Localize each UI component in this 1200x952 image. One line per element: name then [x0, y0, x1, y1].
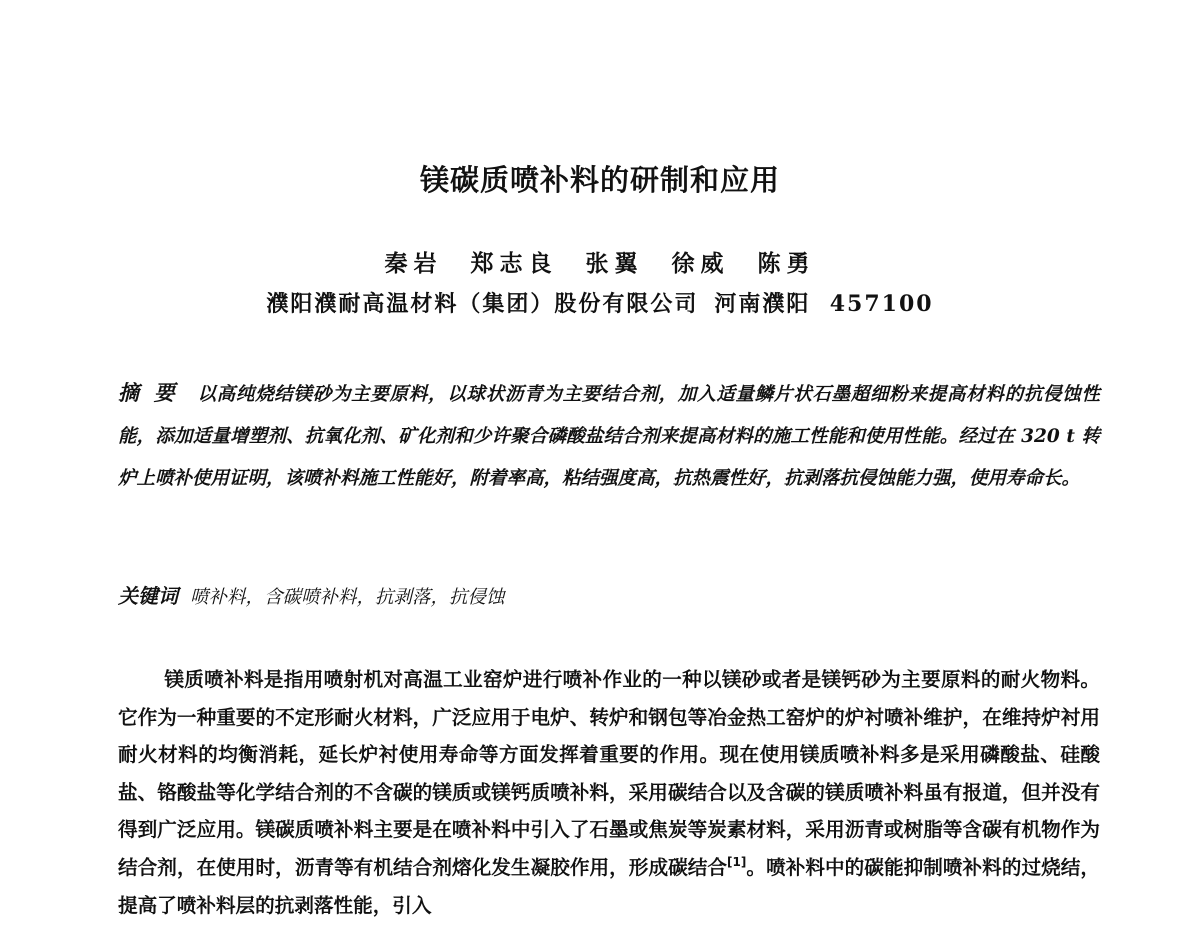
abstract [118, 372, 1100, 500]
affiliation: 濮阳濮耐高温材料（集团）股份有限公司 [266, 291, 699, 317]
abstract-text: 以高纯烧结镁砂为主要原料，以球状沥青为主要结合剂，加入适量鳞片状石墨超细粉来提高材料的抗侵蚀性能，添加适量增塑剂、抗氧化剂、矿化剂和少许聚合磷酸盐结合剂来提高材料的施工性能和使用性能。经过在 320 t 转炉上喷补使用证明，该喷补料施工性能好，附着率高，粘结强度高，抗热震性好，抗剥落抗侵蚀能力强，使用寿命长。 [118, 384, 1100, 489]
affiliation-line [0, 287, 1200, 318]
keywords-text: 喷补料，含碳喷补料，抗剥落，抗侵蚀 [190, 587, 505, 608]
keywords-label: 关键词 [118, 584, 178, 608]
postcode: 457100 [829, 291, 934, 317]
citation-ref: [1] [727, 854, 747, 869]
abstract-label: 摘要 [118, 380, 190, 405]
body-text-part-1: 镁质喷补料是指用喷射机对高温工业窑炉进行喷补作业的一种以镁砂或者是镁钙砂为主要原料的耐火物料。它作为一种重要的不定形耐火材料，广泛应用于电炉、转炉和钢包等冶金热工窑炉的炉衬喷补维护，在维持炉衬用耐火材料的均衡消耗，延长炉衬使用寿命等方面发挥着重要的作用。现在使用镁质喷补料多是采用磷酸盐、硅酸盐、铬酸盐等化学结合剂的不含碳的镁质或镁钙质喷补料，采用碳结合以及含碳的镁质喷补料虽有报道，但并没有得到广泛应用。镁碳质喷补料主要是在喷补料中引入了石墨或焦炭等炭素材料，采用沥青或树脂等含碳有机物作为结合剂，在使用时，沥青等有机结合剂熔化发生凝胶作用，形成碳结合 [118, 668, 1100, 879]
body-paragraph [118, 661, 1100, 924]
keywords [118, 576, 1100, 618]
body-text-part-2: 。喷补料中的碳能抑制喷补料的过烧结，提高了喷补料层的抗剥落性能，引入 [118, 855, 1101, 917]
paper-title: 镁碳质喷补料的研制和应用 [419, 163, 780, 197]
location: 河南濮阳 [714, 291, 811, 317]
author-list: 秦岩 郑志良 张翼 徐威 陈勇 [384, 250, 816, 277]
